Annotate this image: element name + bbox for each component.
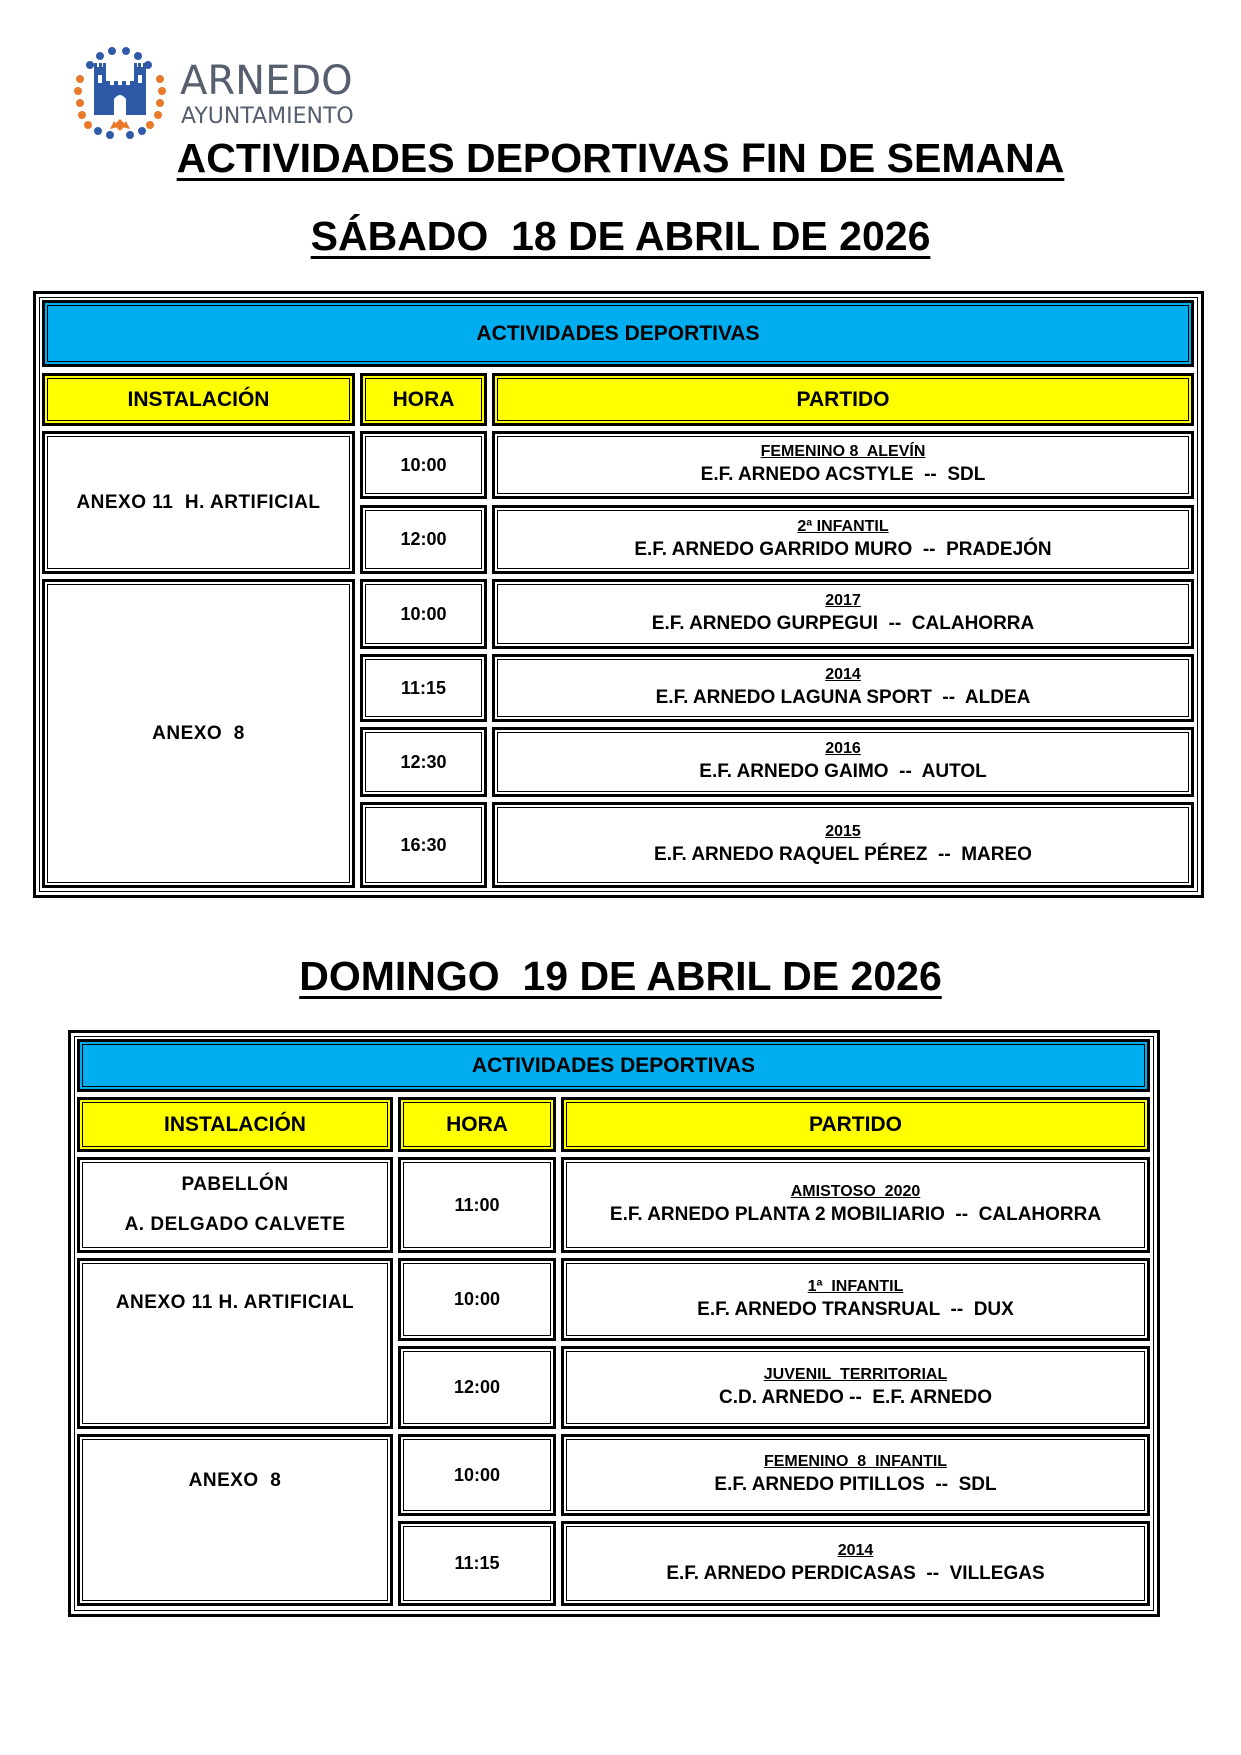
match-category: JUVENIL TERRITORIAL — [763, 1365, 948, 1383]
sunday-date-heading: DOMINGO 19 DE ABRIL DE 2026 — [299, 953, 942, 999]
time-value: 16:30 — [400, 834, 447, 855]
match-teams: E.F. ARNEDO GARRIDO MURO -- PRADEJÓN — [634, 538, 1052, 560]
match-cell — [492, 579, 1194, 649]
sunday-venue-cell — [77, 1258, 393, 1429]
sunday-table-title-text: ACTIVIDADES DEPORTIVAS — [471, 1053, 756, 1077]
match-category: 2017 — [825, 592, 861, 609]
match-category: AMISTOSO 2020 — [790, 1183, 921, 1200]
saturday-table-title-text: ACTIVIDADES DEPORTIVAS — [476, 321, 760, 345]
time-cell — [360, 654, 487, 722]
match-teams: E.F. ARNEDO PERDICASAS -- VILLEGAS — [666, 1562, 1045, 1584]
time-value: 10:00 — [453, 1289, 501, 1309]
arnedo-crest-icon — [74, 45, 166, 139]
time-value: 11:15 — [400, 677, 447, 698]
time-cell — [360, 727, 487, 797]
sunday-header-match — [561, 1097, 1150, 1152]
match-cell — [492, 802, 1194, 888]
time-cell — [398, 1521, 556, 1606]
match-category: FEMENINO 8 INFANTIL — [763, 1453, 948, 1470]
match-cell — [492, 505, 1194, 574]
saturday-date-heading: SÁBADO 18 DE ABRIL DE 2026 — [310, 213, 931, 259]
time-value: 11:15 — [454, 1553, 500, 1573]
venue-name-line1: PABELLÓN — [181, 1174, 289, 1195]
sunday-header-time — [398, 1097, 556, 1152]
match-teams: E.F. ARNEDO TRANSRUAL -- DUX — [697, 1298, 1014, 1320]
match-teams: E.F. ARNEDO LAGUNA SPORT -- ALDEA — [655, 687, 1031, 708]
time-value: 12:00 — [400, 529, 447, 549]
saturday-header-time — [360, 373, 487, 426]
match-category: 2015 — [825, 823, 861, 840]
venue-name: ANEXO 11 H. ARTIFICIAL — [76, 491, 321, 513]
page-title: ACTIVIDADES DEPORTIVAS FIN DE SEMANA — [176, 135, 1065, 181]
venue-name: ANEXO 11 H. ARTIFICIAL — [115, 1292, 355, 1313]
match-category: 2ª INFANTIL — [797, 517, 889, 535]
arnedo-logo — [74, 45, 374, 141]
header-time-label: HORA — [446, 1112, 508, 1136]
time-value: 10:00 — [400, 603, 447, 624]
match-category: 2016 — [825, 740, 861, 757]
time-value: 12:00 — [453, 1377, 501, 1397]
sunday-venue-cell — [77, 1157, 393, 1253]
time-value: 10:00 — [453, 1464, 501, 1485]
time-cell — [398, 1346, 556, 1429]
match-cell — [492, 727, 1194, 797]
header-match-label: PARTIDO — [796, 387, 890, 411]
match-cell — [561, 1521, 1150, 1606]
match-cell — [492, 654, 1194, 722]
match-cell — [492, 431, 1194, 499]
match-teams: E.F. ARNEDO PITILLOS -- SDL — [714, 1474, 997, 1495]
time-cell — [360, 431, 487, 499]
time-value: 11:00 — [454, 1194, 500, 1215]
saturday-venue-cell — [42, 431, 355, 574]
match-teams: C.D. ARNEDO -- E.F. ARNEDO — [718, 1386, 993, 1408]
header-installation-label: INSTALACIÓN — [164, 1112, 306, 1136]
saturday-venue-cell — [42, 579, 355, 888]
saturday-header-match — [492, 373, 1194, 426]
match-cell — [561, 1258, 1150, 1341]
time-cell — [398, 1258, 556, 1341]
saturday-header-installation — [42, 373, 355, 426]
logo-subtitle: AYUNTAMIENTO — [181, 104, 354, 129]
venue-name-line2: A. DELGADO CALVETE — [124, 1214, 346, 1235]
match-category: 1ª INFANTIL — [807, 1277, 904, 1295]
match-cell — [561, 1157, 1150, 1253]
match-category: 2014 — [837, 1541, 874, 1559]
header-installation-label: INSTALACIÓN — [127, 387, 270, 411]
match-cell — [561, 1434, 1150, 1516]
match-category: FEMENINO 8 ALEVÍN — [760, 443, 926, 460]
header-match-label: PARTIDO — [809, 1112, 902, 1136]
venue-name: ANEXO 8 — [188, 1470, 282, 1491]
match-cell — [561, 1346, 1150, 1429]
venue-name: ANEXO 8 — [152, 722, 245, 744]
time-value: 12:30 — [400, 751, 447, 772]
time-value: 10:00 — [400, 454, 447, 475]
match-teams: E.F. ARNEDO GAIMO -- AUTOL — [699, 761, 987, 782]
time-cell — [360, 579, 487, 649]
match-teams: E.F. ARNEDO ACSTYLE -- SDL — [700, 464, 986, 485]
match-teams: E.F. ARNEDO RAQUEL PÉREZ -- MAREO — [654, 844, 1032, 865]
saturday-table-title — [42, 300, 1194, 367]
header-time-label: HORA — [392, 387, 455, 411]
logo-name: ARNEDO — [180, 58, 353, 104]
match-teams: E.F. ARNEDO PLANTA 2 MOBILIARIO -- CALAHORRA — [609, 1204, 1102, 1225]
time-cell — [360, 802, 487, 888]
time-cell — [398, 1157, 556, 1253]
sunday-venue-cell — [77, 1434, 393, 1606]
time-cell — [398, 1434, 556, 1516]
sunday-header-installation — [77, 1097, 393, 1152]
sunday-table-title — [77, 1039, 1150, 1092]
match-teams: E.F. ARNEDO GURPEGUI -- CALAHORRA — [651, 613, 1035, 634]
time-cell — [360, 505, 487, 574]
match-category: 2014 — [825, 666, 861, 683]
